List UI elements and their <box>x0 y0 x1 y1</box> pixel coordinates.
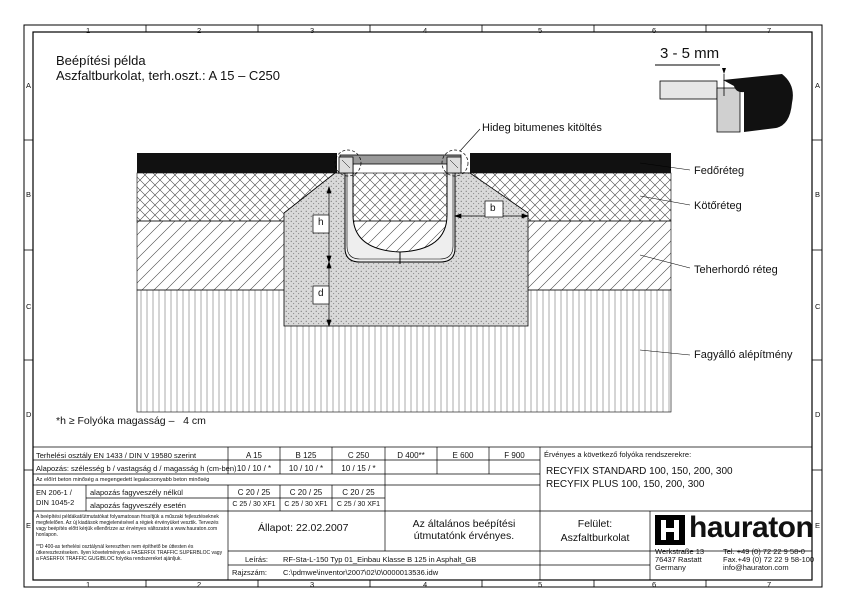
class-f900: F 900 <box>504 451 525 460</box>
base-value-b125: 10 / 10 / * <box>288 464 324 473</box>
col-label-6-bottom: 6 <box>652 580 657 589</box>
row-label-b: B <box>26 190 32 199</box>
col-label-1: 1 <box>86 26 91 35</box>
row-label-d-right: D <box>815 410 821 419</box>
no-frost-c250: C 20 / 25 <box>342 488 375 497</box>
address-line-2: 76437 Rastatt <box>655 555 702 564</box>
height-note: *h ≥ Folyóka magasság – 4 cm <box>56 415 206 427</box>
layer-label-top: Fedőréteg <box>694 165 745 177</box>
col-label-2: 2 <box>197 26 202 35</box>
hauraton-logo-icon <box>655 515 685 545</box>
dim-h-label: h <box>318 217 324 228</box>
frost-b125: C 25 / 30 XF1 <box>284 501 328 508</box>
address-line-1: Werkstraße 13 <box>655 547 705 556</box>
frost-label: alapozás fagyveszély esetén <box>90 501 186 510</box>
surface-label: Felület: <box>577 518 613 530</box>
row-label-a: A <box>26 81 32 90</box>
base-value-a15: 10 / 10 / * <box>236 464 272 473</box>
col-label-3-bottom: 3 <box>310 580 315 589</box>
no-frost-label: alapozás fagyveszély nélkül <box>90 488 183 497</box>
description-label: Leírás: <box>245 555 268 564</box>
row-label-b-right: B <box>815 190 821 199</box>
class-e600: E 600 <box>452 451 474 460</box>
base-label: Alapozás: szélesség b / vastagság d / magasság h (cm-ben) <box>36 464 237 473</box>
row-label-e-right: E <box>815 521 821 530</box>
class-d400: D 400** <box>397 451 425 460</box>
layer-label-base: Teherhordó réteg <box>694 264 778 276</box>
col-label-3: 3 <box>310 26 315 35</box>
system-plus: RECYFIX PLUS 100, 150, 200, 300 <box>546 479 705 490</box>
binder-layer <box>137 173 671 221</box>
title-line-2: Aszfaltburkolat, terh.oszt.: A 15 – C250 <box>56 68 281 83</box>
col-label-5: 5 <box>538 26 543 35</box>
general-instructions: Az általános beépítési útmutatónk érvényes. <box>412 518 516 542</box>
layer-label-binder: Kötőréteg <box>694 200 742 212</box>
row-label-c-right: C <box>815 302 821 311</box>
dim-b-label: b <box>490 203 496 214</box>
row-label-a-right: A <box>815 81 821 90</box>
load-class-label: Terhelési osztály EN 1433 / DIN V 19580 szerint <box>36 451 197 460</box>
brand-name: hauraton <box>689 511 814 544</box>
class-b125: B 125 <box>295 451 317 460</box>
disclaimer-2: **D 400-as terhelési osztálynál kereszthen nem építhető be úttesten és útkeresztezéseken. Ilyen követelmények a FASERFIX TRAFFIC SUPERBLOC vagy a FASERFIX TRAFFIC GUGIBLOC folyóka rendszereket ajánljuk. <box>36 544 223 562</box>
system-standard: RECYFIX STANDARD 100, 150, 200, 300 <box>546 466 733 477</box>
contact-tel: Tel. +49 (0) 72 22 9 58-0 <box>723 547 805 556</box>
class-a15: A 15 <box>245 451 262 460</box>
disclaimer-1: A beépítési példákat/útmutatókat folyamatosan frissítjük a műszaki fejlesztéseknek megfelelően. Az új kiadások megjelenésével a régiek érvényüket vesztik. Tervezés vagy beépítés előtt kérjük ellenőrizze az érvényes változatot a www.hauraton.com honlapon. <box>36 514 219 538</box>
standard-label: EN 206-1 / DIN 1045-2 <box>36 488 75 507</box>
surface-value: Aszfaltburkolat <box>560 532 630 544</box>
col-label-7: 7 <box>767 26 772 35</box>
valid-label: Érvényes a következő folyóka rendszerekre: <box>544 450 692 459</box>
contact-fax: Fax.+49 (0) 72 22 9 58-100 <box>723 555 815 564</box>
col-label-6: 6 <box>652 26 657 35</box>
row-label-e: E <box>26 521 32 530</box>
row-label-d: D <box>26 410 32 419</box>
joint-detail <box>655 65 793 132</box>
col-label-1-bottom: 1 <box>86 580 91 589</box>
drawing-number-label: Rajzszám: <box>232 568 268 577</box>
no-frost-a15: C 20 / 25 <box>237 488 271 497</box>
callout-bitumen: Hideg bitumenes kitöltés <box>482 122 602 134</box>
contact-email: info@hauraton.com <box>723 563 789 572</box>
title-line-1: Beépítési példa <box>56 53 146 68</box>
layer-label-frost: Fagyálló alépítmény <box>694 349 793 361</box>
drawing-number-value: C:\pdmwe\inventor\2007\02\0\0000013536.idw <box>283 568 439 577</box>
col-label-2-bottom: 2 <box>197 580 202 589</box>
address-line-3: Germany <box>655 563 686 572</box>
gap-label: 3 - 5 mm <box>660 45 720 62</box>
status-date: Állapot: 22.02.2007 <box>258 522 349 534</box>
asphalt-left <box>137 153 337 173</box>
frost-c250: C 25 / 30 XF1 <box>336 501 381 508</box>
col-label-5-bottom: 5 <box>538 580 543 589</box>
col-label-4: 4 <box>423 26 428 35</box>
grating <box>340 155 461 164</box>
concrete-note: Az előírt beton minőség a megengedett legalacsonyabb beton minőség <box>36 477 210 483</box>
col-label-4-bottom: 4 <box>423 580 428 589</box>
col-label-7-bottom: 7 <box>767 580 772 589</box>
row-label-c: C <box>26 302 32 311</box>
no-frost-b125: C 20 / 25 <box>289 488 323 497</box>
frost-a15: C 25 / 30 XF1 <box>232 501 276 508</box>
base-value-c250: 10 / 15 / * <box>341 464 376 473</box>
description-value: RF-Sta-L-150 Typ 01_Einbau Klasse B 125 in Asphalt_GB <box>283 555 477 564</box>
class-c250: C 250 <box>347 451 370 460</box>
dim-d-label: d <box>318 288 324 299</box>
